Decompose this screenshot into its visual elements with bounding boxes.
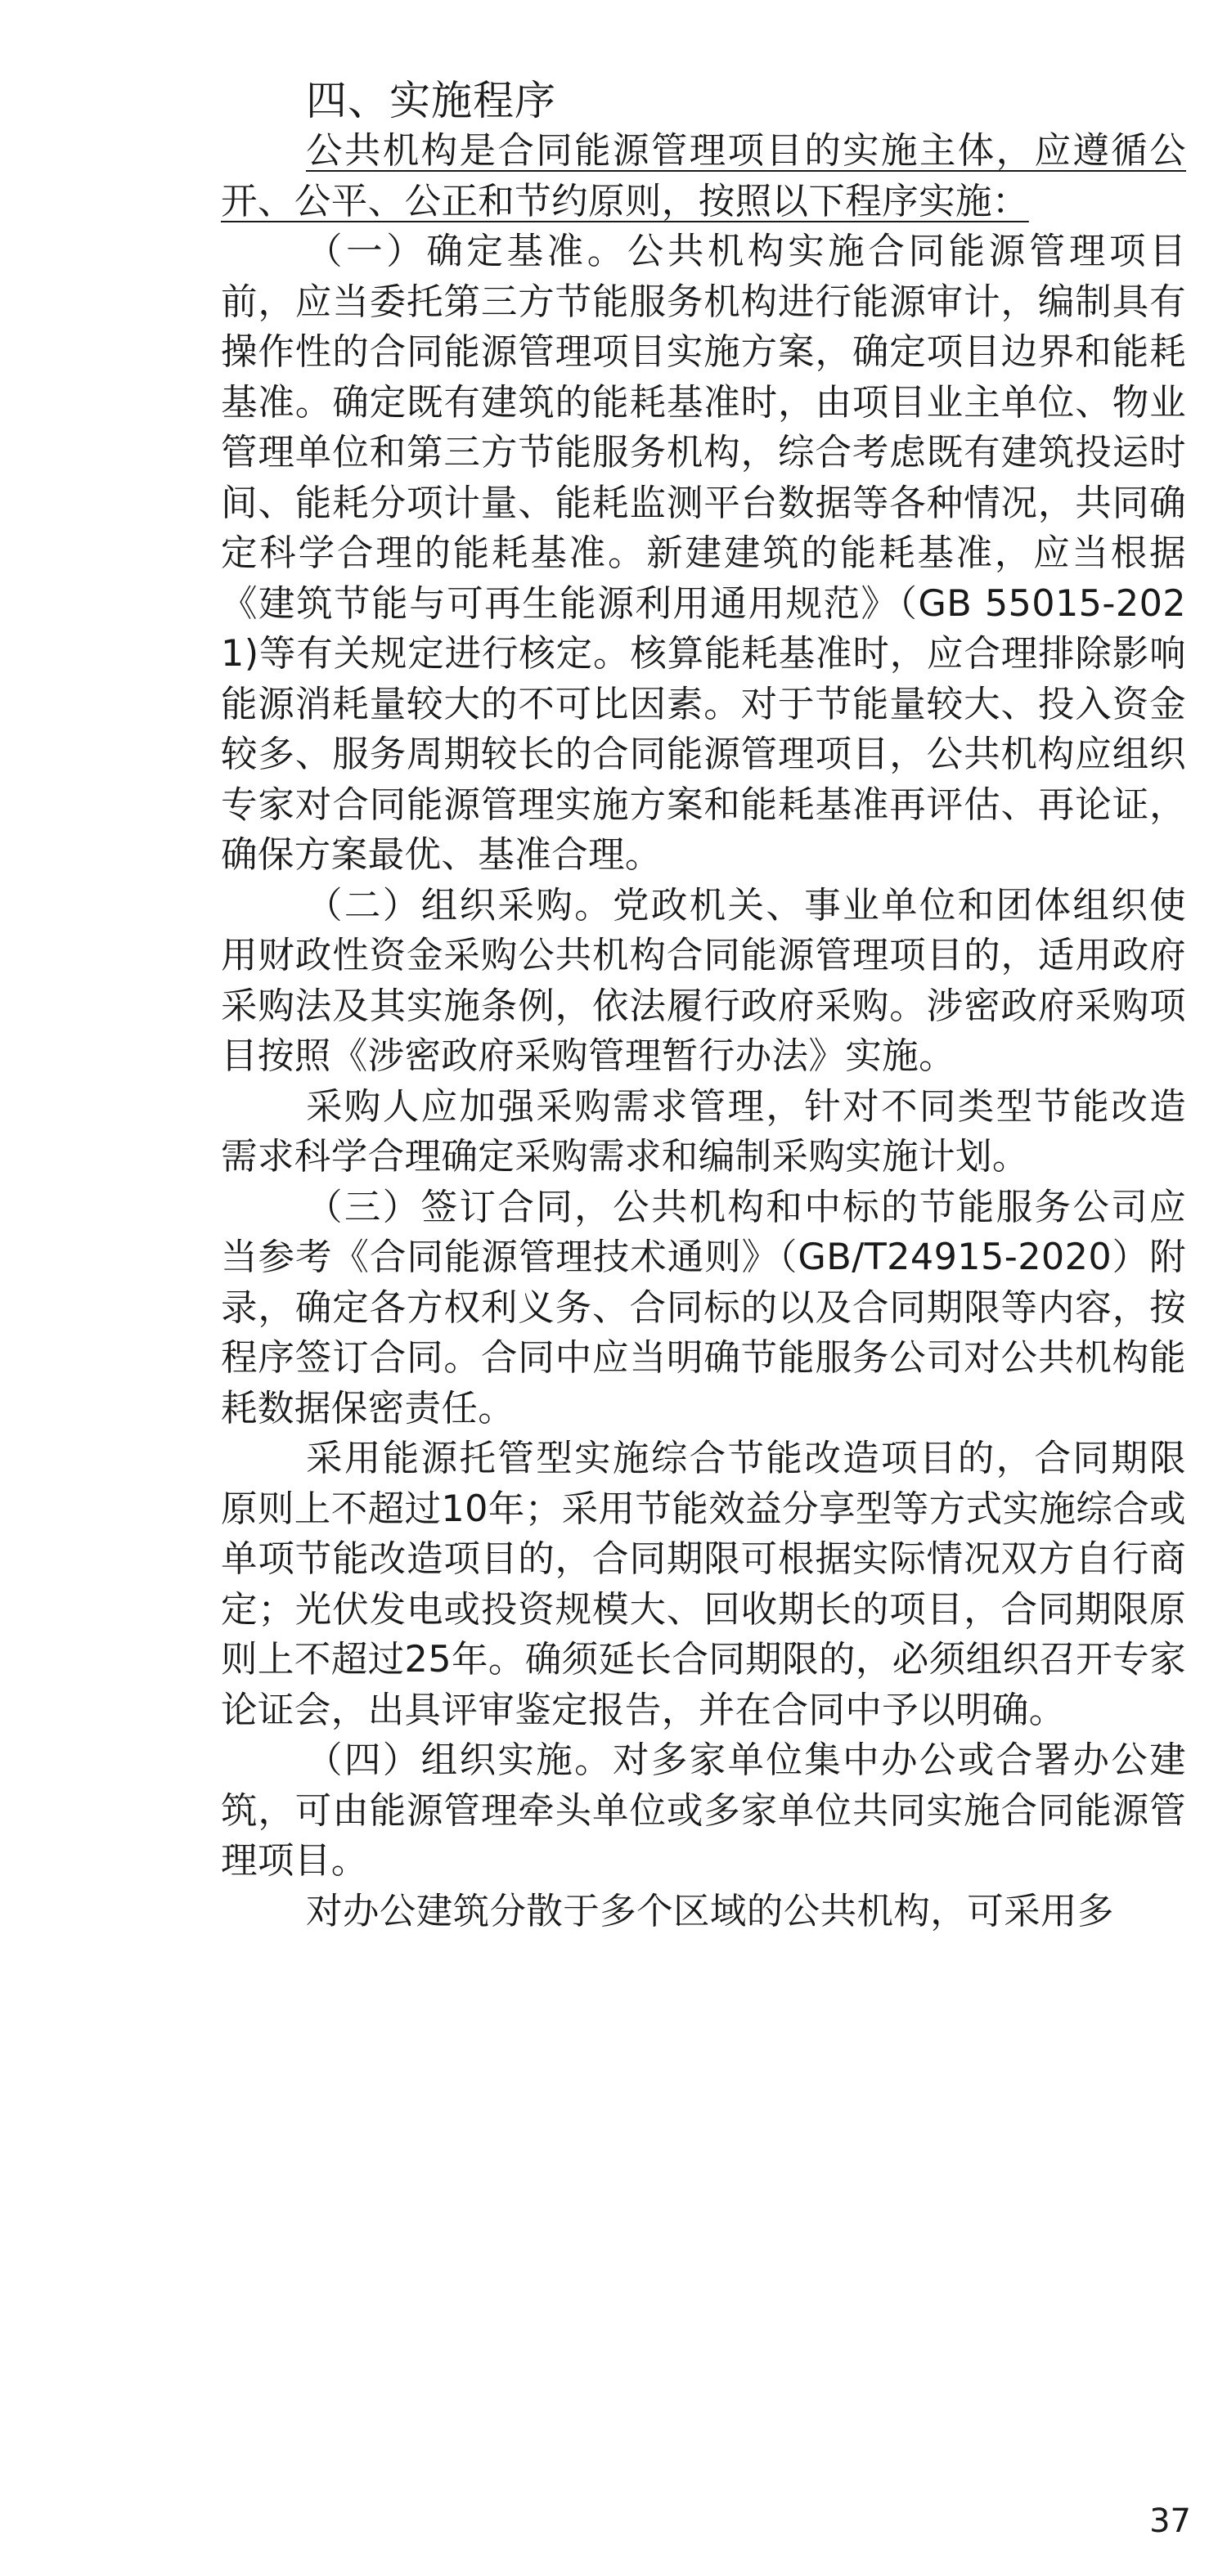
paragraph-intro: 公共机构是合同能源管理项目的实施主体，应遵循公开、公平、公正和节约原则，按照以下程序实施： (221, 130, 1186, 222)
document-page (221, 75, 1186, 1936)
paragraph-contract: （三）签订合同，公共机构和中标的节能服务公司应当参考《合同能源管理技术通则》（GB/T24915-2020）附录，确定各方权利义务、合同标的以及合同期限等内容，按程序签订合同。合同中应当明确节能服务公司对公共机构能耗数据保密责任。 (221, 1186, 1186, 1429)
paragraph-dispersed-buildings: 对办公建筑分散于多个区域的公共机构，可采用多 (306, 1890, 1114, 1932)
page-number: 37 (1149, 2502, 1191, 2540)
paragraph-procurement: （二）组织采购。党政机关、事业单位和团体组织使用财政性资金采购公共机构合同能源管理项目的，适用政府采购法及其实施条例，依法履行政府采购。涉密政府采购项目按照《涉密政府采购管理暂行办法》实施。 (221, 884, 1186, 1077)
paragraph-implementation: （四）组织实施。对多家单位集中办公或合署办公建筑，可由能源管理牵头单位或多家单位共同实施合同能源管理项目。 (221, 1739, 1186, 1882)
paragraph-contract-term: 采用能源托管型实施综合节能改造项目的，合同期限原则上不超过10年；采用节能效益分享型等方式实施综合或单项节能改造项目的，合同期限可根据实际情况双方自行商定；光伏发电或投资规模大、回收期长的项目，合同期限原则上不超过25年。确须延长合同期限的，必须组织召开专家论证会，出具评审鉴定报告，并在合同中予以明确。 (221, 1438, 1186, 1731)
paragraph-baseline: （一）确定基准。公共机构实施合同能源管理项目前，应当委托第三方节能服务机构进行能源审计，编制具有操作性的合同能源管理项目实施方案，确定项目边界和能耗基准。确定既有建筑的能耗基准时，由项目业主单位、物业管理单位和第三方节能服务机构，综合考虑既有建筑投运时间、能耗分项计量、能耗监测平台数据等各种情况，共同确定科学合理的能耗基准。新建建筑的能耗基准，应当根据《建筑节能与可再生能源利用通用规范》（GB 55015-2021)等有关规定进行核定。核算能耗基准时，应合理排除影响能源消耗量较大的不可比因素。对于节能量较大、投入资金较多、服务周期较长的合同能源管理项目，公共机构应组织专家对合同能源管理实施方案和能耗基准再评估、再论证，确保方案最优、基准合理。 (221, 231, 1186, 876)
paragraph-procurement-needs: 采购人应加强采购需求管理，针对不同类型节能改造需求科学合理确定采购需求和编制采购实施计划。 (221, 1085, 1186, 1178)
section-heading: 四、实施程序 (306, 77, 556, 124)
